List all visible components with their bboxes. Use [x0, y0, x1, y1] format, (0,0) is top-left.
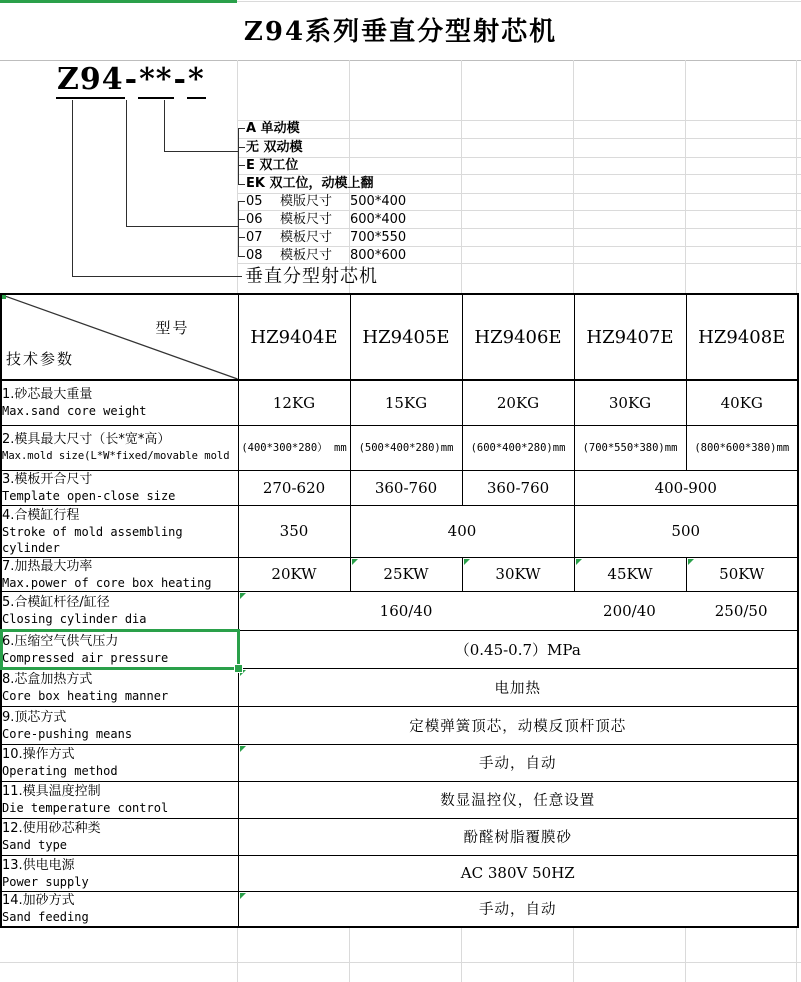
bracket-tick [238, 201, 245, 202]
row-label-en: Max.mold size(L*W*fixed/movable mold [2, 450, 230, 462]
model-code-series: Z94 [57, 62, 124, 97]
spec-cell[interactable]: (500*400*280)mm [350, 425, 462, 470]
cylinder-dia-values [239, 602, 798, 620]
cell-error-triangle [240, 593, 246, 599]
cell-error-triangle [240, 746, 246, 752]
row-label-zh: 13.供电电源 [2, 857, 75, 873]
size-option-label: 模板尺寸 [280, 212, 333, 227]
model-header-cell[interactable]: HZ9407E [574, 294, 686, 380]
row-label-power-supply[interactable] [1, 855, 238, 891]
size-option-size: 800*600 [350, 248, 407, 263]
row-label-zh: 5.合模缸杆径/缸径 [2, 595, 110, 610]
spec-cell[interactable]: 20KW [238, 557, 350, 591]
row-label-operating-method[interactable] [1, 744, 238, 781]
spec-cell[interactable]: 12KG [238, 380, 350, 425]
size-option [246, 211, 406, 229]
size-option-size: 500*400 [350, 194, 407, 209]
size-option-code: 08 [246, 248, 263, 263]
row-label-zh: 1.砂芯最大重量 [2, 387, 93, 403]
model-header-cell[interactable]: HZ9406E [462, 294, 574, 380]
row-label-sand-feeding[interactable] [1, 891, 238, 927]
row-label-en: Power supply [2, 874, 89, 889]
spec-cell-merged[interactable] [238, 744, 798, 781]
bracket-line [238, 201, 239, 256]
size-option-label: 模版尺寸 [280, 194, 333, 209]
gridline [0, 962, 801, 963]
spec-cell[interactable]: (800*600*380)mm [686, 425, 798, 470]
size-option-code: 06 [246, 212, 263, 227]
model-code-dash: - [173, 62, 187, 97]
row-label-en: Compressed air pressure [2, 650, 169, 665]
spec-cell[interactable]: (700*550*380)mm [574, 425, 686, 470]
spec-cell-merged[interactable]: AC 380V 50HZ [238, 855, 798, 891]
spec-cell-merged[interactable]: 500 [574, 505, 798, 557]
spec-cell-text: 250/50 [714, 601, 768, 620]
suffix-option: 无 双动模 [246, 140, 303, 155]
page-title: Z94系列垂直分型射芯机 [243, 17, 558, 47]
spec-cell[interactable] [574, 557, 686, 591]
connector-line-size [126, 226, 239, 227]
spec-cell-merged[interactable]: 定模弹簧顶芯，动模反顶杆顶芯 [238, 706, 798, 744]
bracket-tick [238, 165, 245, 166]
model-code [56, 62, 206, 97]
spec-cell-merged[interactable] [238, 891, 798, 927]
row-label-core-pushing[interactable] [1, 706, 238, 744]
row-label-zh: 14.加砂方式 [2, 893, 75, 909]
bracket-tick [238, 147, 245, 148]
corner-cell[interactable] [1, 294, 238, 380]
row-label-en: Operating method [2, 764, 118, 778]
spec-cell-merged[interactable]: 数显温控仪，任意设置 [238, 781, 798, 818]
gridline [237, 927, 238, 982]
model-code-size-stars: ** [139, 62, 173, 97]
bracket-tick [238, 237, 245, 238]
gridline [685, 927, 686, 982]
gridline [461, 60, 462, 293]
spec-cell-merged[interactable] [238, 591, 798, 630]
bracket-tick [238, 219, 245, 220]
cell-error-triangle [464, 559, 470, 565]
gridline [796, 927, 797, 982]
corner-green-marker [2, 295, 6, 299]
model-header-cell[interactable]: HZ9405E [350, 294, 462, 380]
model-code-dash: - [124, 62, 139, 97]
spec-cell[interactable]: 270-620 [238, 470, 350, 505]
spec-cell-merged[interactable]: 酚醛树脂覆膜砂 [238, 818, 798, 855]
spec-cell[interactable]: 40KG [686, 380, 798, 425]
model-header-cell[interactable]: HZ9404E [238, 294, 350, 380]
machine-base-label: 垂直分型射芯机 [245, 266, 378, 287]
row-label-zh: 3.模板开合尺寸 [2, 472, 93, 487]
spec-cell[interactable]: (600*400*280)mm [462, 425, 574, 470]
cell-error-triangle [576, 559, 582, 565]
gridline [349, 927, 350, 982]
spec-table [0, 293, 799, 928]
size-option [246, 193, 406, 211]
gridline [237, 138, 801, 139]
row-label-zh: 10.操作方式 [2, 747, 75, 762]
spec-cell-merged[interactable]: （0.45-0.7）MPa [238, 630, 798, 668]
connector-line-series [72, 276, 242, 277]
row-label-sand-type[interactable] [1, 818, 238, 855]
row-label-en: Sand type [2, 838, 68, 852]
row-label-zh: 6.压缩空气供气压力 [2, 633, 119, 649]
model-header-cell[interactable]: HZ9408E [686, 294, 798, 380]
bracket-tick [238, 184, 245, 185]
size-option-size: 600*400 [350, 212, 407, 227]
row-label-cylinder-stroke[interactable] [1, 505, 238, 557]
model-code-suffix-star: * [187, 62, 205, 97]
cell-error-triangle [688, 559, 694, 565]
spec-cell[interactable] [686, 557, 798, 591]
bracket-tick [238, 128, 245, 129]
size-option [246, 229, 406, 247]
spec-cell[interactable] [350, 557, 462, 591]
row-label-zh: 7.加热最大功率 [2, 558, 93, 574]
spec-cell[interactable] [462, 557, 574, 591]
bracket-line [238, 128, 239, 185]
row-label-en: Core-pushing means [2, 726, 133, 741]
row-label-zh: 2.模具最大尺寸（长*宽*高） [2, 432, 171, 447]
size-option-label: 模板尺寸 [280, 248, 333, 263]
gridline [796, 60, 797, 293]
selected-column-indicator-bar [0, 0, 237, 3]
corner-model-label: 型号 [155, 319, 190, 337]
spec-cell[interactable]: 360-760 [350, 470, 462, 505]
title-divider-line [0, 60, 801, 61]
row-label-sand-core-weight[interactable] [1, 380, 238, 425]
row-label-mold-size[interactable] [1, 425, 238, 470]
row-label-zh: 12.使用砂芯种类 [2, 821, 101, 836]
spec-cell-merged[interactable]: 400 [350, 505, 574, 557]
gridline [573, 927, 574, 982]
suffix-option: EK 双工位，动模上翻 [246, 176, 374, 191]
connector-line-size [126, 100, 127, 227]
row-label-closing-cylinder-dia[interactable] [1, 591, 238, 630]
row-label-template-open-close[interactable] [1, 470, 238, 505]
row-label-en: Template open-close size [2, 489, 176, 503]
row-label-en: Stroke of mold assembling cylinder [2, 524, 183, 555]
size-option-code: 07 [246, 230, 263, 245]
spec-cell-text: 45KW [607, 565, 653, 583]
spec-cell-text: 25KW [383, 565, 429, 583]
row-label-air-pressure-selected-cell[interactable] [1, 630, 238, 668]
row-label-zh: 9.顶芯方式 [2, 709, 67, 725]
spec-cell-text: 160/40 [379, 601, 433, 620]
row-label-zh: 4.合模缸行程 [2, 507, 80, 523]
cell-error-triangle [240, 893, 246, 899]
row-label-en: Max.sand core weight [2, 404, 147, 419]
size-option [246, 247, 406, 265]
row-label-zh: 11.模具温度控制 [2, 784, 101, 799]
connector-line-suffix [164, 100, 165, 152]
suffix-option: A 单动模 [246, 121, 300, 136]
spec-cell[interactable]: 350 [238, 505, 350, 557]
connector-line-suffix [164, 151, 239, 152]
row-label-die-temperature[interactable] [1, 781, 238, 818]
spec-cell-merged[interactable] [238, 668, 798, 706]
fill-handle[interactable] [234, 664, 243, 673]
spec-cell-text: 200/40 [603, 601, 656, 620]
size-option-size: 700*550 [350, 230, 407, 245]
spec-cell-text: 50KW [719, 565, 765, 583]
spec-cell[interactable]: 30KG [574, 380, 686, 425]
row-label-en: Closing cylinder dia [2, 612, 147, 626]
gridline [685, 60, 686, 293]
spec-cell[interactable]: 20KG [462, 380, 574, 425]
row-label-en: Max.power of core box heating [2, 575, 212, 590]
spec-cell[interactable]: (400*300*280） mm [238, 425, 350, 470]
spec-cell[interactable]: 15KG [350, 380, 462, 425]
row-label-core-box-heating[interactable] [1, 668, 238, 706]
bracket-tick [238, 256, 245, 257]
spec-cell-text: 手动，自动 [479, 902, 557, 919]
row-label-zh: 8.芯盒加热方式 [2, 671, 93, 687]
spec-cell-text: 30KW [495, 565, 541, 583]
row-label-en: Sand feeding [2, 910, 89, 925]
row-label-en: Core box heating manner [2, 688, 169, 703]
cell-error-triangle [352, 559, 358, 565]
size-option-code: 05 [246, 194, 263, 209]
row-label-en: Die temperature control [2, 801, 169, 815]
gridline [237, 157, 801, 158]
spec-cell-text: 手动，自动 [479, 756, 557, 772]
gridline [573, 60, 574, 293]
spec-cell-merged[interactable]: 400-900 [574, 470, 798, 505]
row-label-heating-power[interactable] [1, 557, 238, 591]
size-option-label: 模板尺寸 [280, 230, 333, 245]
corner-params-label: 技术参数 [6, 350, 75, 368]
suffix-option: E 双工位 [246, 158, 299, 173]
gridline [461, 927, 462, 982]
spec-cell[interactable]: 360-760 [462, 470, 574, 505]
connector-line-series [72, 100, 73, 277]
gridline [237, 120, 801, 121]
spec-cell-text: 电加热 [494, 680, 541, 697]
